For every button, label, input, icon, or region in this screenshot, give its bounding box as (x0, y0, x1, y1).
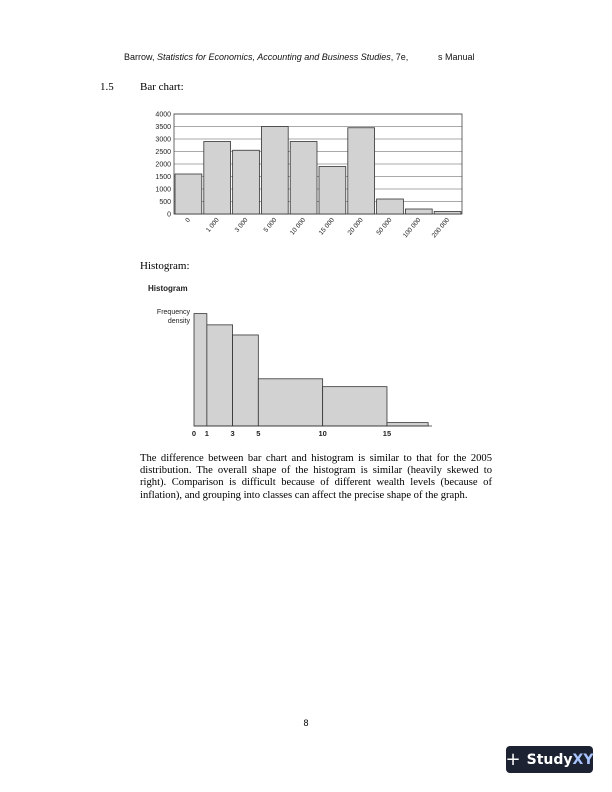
bar-x-tick-label: 10 000 (288, 216, 308, 237)
header-edition: , 7e, (390, 52, 409, 62)
badge-text (527, 752, 594, 768)
header-manual: s Manual (438, 52, 475, 62)
bar-chart (140, 104, 470, 244)
bar-0 (175, 174, 202, 214)
bar-x-tick-label: 0 (184, 216, 192, 225)
bar-y-tick-label: 2500 (155, 149, 171, 156)
histogram-x-tick-label: 1 (204, 429, 209, 438)
histogram-title: Histogram (148, 284, 188, 293)
bar-x-tick-label: 20 000 (346, 216, 365, 237)
histogram-x-tick-label: 0 (191, 429, 197, 438)
bar-200000 (434, 212, 461, 215)
bar-y-tick-label: 1000 (155, 186, 171, 194)
page-number: 8 (303, 718, 309, 728)
histogram-bin-10-15 (323, 387, 387, 426)
header-book-title: Statistics for Economics, Accounting and Business Studies (157, 52, 391, 62)
histogram-bin-3-5 (233, 335, 259, 426)
bar-x-tick-label: 5 000 (262, 216, 279, 234)
bar-100000 (405, 209, 432, 214)
bar-x-tick-label: 200 000 (430, 216, 452, 240)
bar-y-tick-label: 2000 (155, 161, 171, 169)
bar-y-tick-label: 3500 (155, 124, 171, 131)
plus-icon: + (505, 748, 521, 770)
histogram-x-tick-label: 15 (382, 429, 392, 438)
histogram-x-tick-label: 10 (318, 429, 327, 438)
bar-5000 (261, 127, 288, 215)
histogram-x-tick-label: 5 (256, 429, 261, 438)
bar-15000 (319, 167, 346, 215)
histogram-chart (146, 280, 446, 445)
bar-y-tick-label: 500 (159, 199, 171, 206)
badge-text-accent: XY (572, 751, 594, 768)
header-citation (124, 52, 408, 62)
bar-y-tick-label: 3000 (155, 136, 171, 144)
explanation-paragraph: The difference between bar chart and histogram is similar to that for the 2005 distribution. The overall shape of the histogram is similar (heavily skewed to right). Comparison is difficult because of different wealth levels (because of inflation), and grouping into classes can affect the precise shape of the graph. (140, 453, 492, 501)
bar-x-tick-label: 3 000 (233, 216, 250, 234)
histogram-bin-1-3 (207, 325, 233, 426)
header-author: Barrow, (124, 52, 158, 62)
badge-text-main: Study (526, 751, 573, 768)
histogram-x-tick-label: 3 (230, 429, 235, 438)
bar-x-tick-label: 15 000 (317, 216, 336, 237)
bar-1000 (204, 142, 231, 215)
bar-10000 (290, 142, 317, 215)
histogram-bin-15-18.2 (387, 423, 428, 426)
bar-y-tick-label: 1500 (155, 174, 171, 181)
bar-y-tick-label: 0 (167, 211, 171, 219)
studyxy-badge[interactable] (506, 746, 593, 773)
section-title: Bar chart: (140, 81, 184, 93)
bar-y-tick-label: 4000 (155, 111, 171, 119)
bar-50000 (377, 199, 404, 214)
histogram-bin-5-10 (258, 379, 322, 426)
bar-20000 (348, 128, 375, 214)
histogram-label: Histogram: (140, 260, 190, 272)
bar-x-tick-label: 1 000 (204, 216, 221, 234)
bar-x-tick-label: 100 000 (401, 216, 423, 240)
bar-x-tick-label: 50 000 (375, 216, 394, 237)
section-number: 1.5 (100, 81, 114, 93)
bar-3000 (233, 150, 260, 214)
histogram-bin-0-1 (194, 314, 207, 426)
histogram-y-label: Frequency density (156, 309, 190, 325)
